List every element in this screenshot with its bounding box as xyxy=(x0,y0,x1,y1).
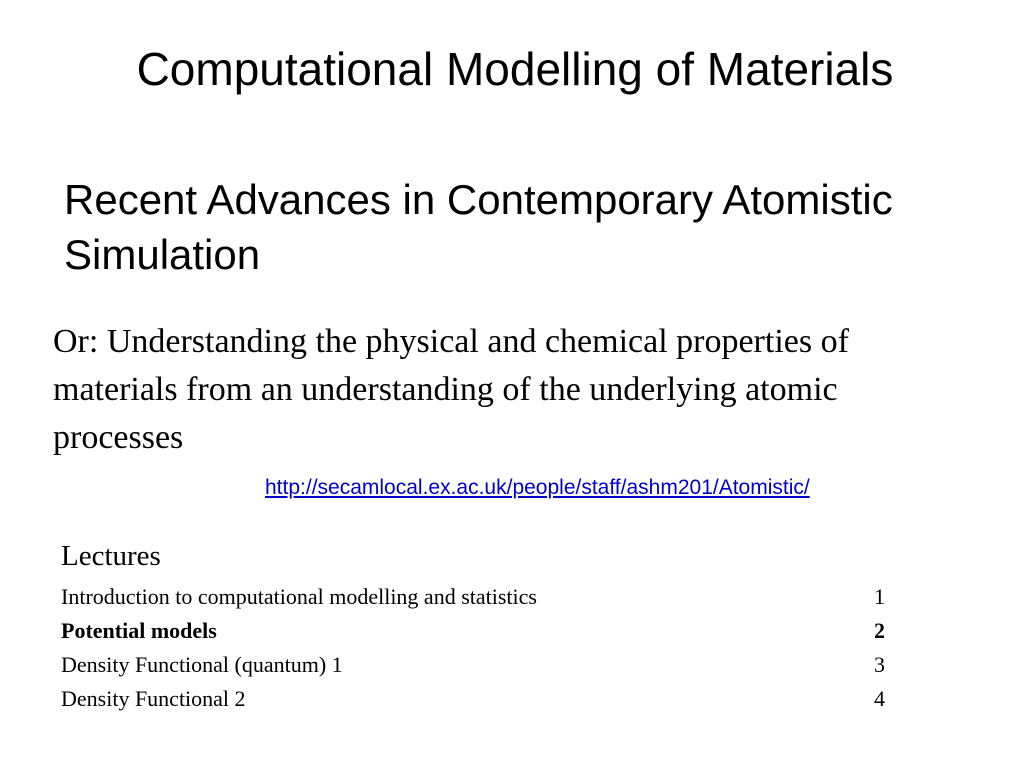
slide-description: Or: Understanding the physical and chemical properties of materials from an understanding of the underlying atomic processes xyxy=(53,323,849,456)
lecture-number: 2 xyxy=(874,618,885,643)
lecture-title: Density Functional (quantum) 1 xyxy=(61,652,343,677)
lecture-title: Introduction to computational modelling and statistics xyxy=(61,584,537,609)
lecture-number: 1 xyxy=(874,584,885,609)
lecture-row xyxy=(61,648,894,682)
lecture-row xyxy=(61,682,894,716)
lecture-row xyxy=(61,580,894,614)
lectures-heading: Lectures xyxy=(61,540,161,572)
lecture-row-current xyxy=(61,614,894,648)
lectures-section xyxy=(61,536,911,716)
lecture-title: Density Functional 2 xyxy=(61,686,246,711)
course-url-link[interactable]: http://secamlocal.ex.ac.uk/people/staff/ashm201/Atomistic/ xyxy=(265,476,810,499)
slide-subtitle: Recent Advances in Contemporary Atomistic Simulation xyxy=(64,176,893,278)
lecture-number: 3 xyxy=(874,652,885,677)
lecture-title: Potential models xyxy=(61,618,217,643)
lecture-number: 4 xyxy=(874,686,885,711)
slide-title: Computational Modelling of Materials xyxy=(136,43,894,95)
